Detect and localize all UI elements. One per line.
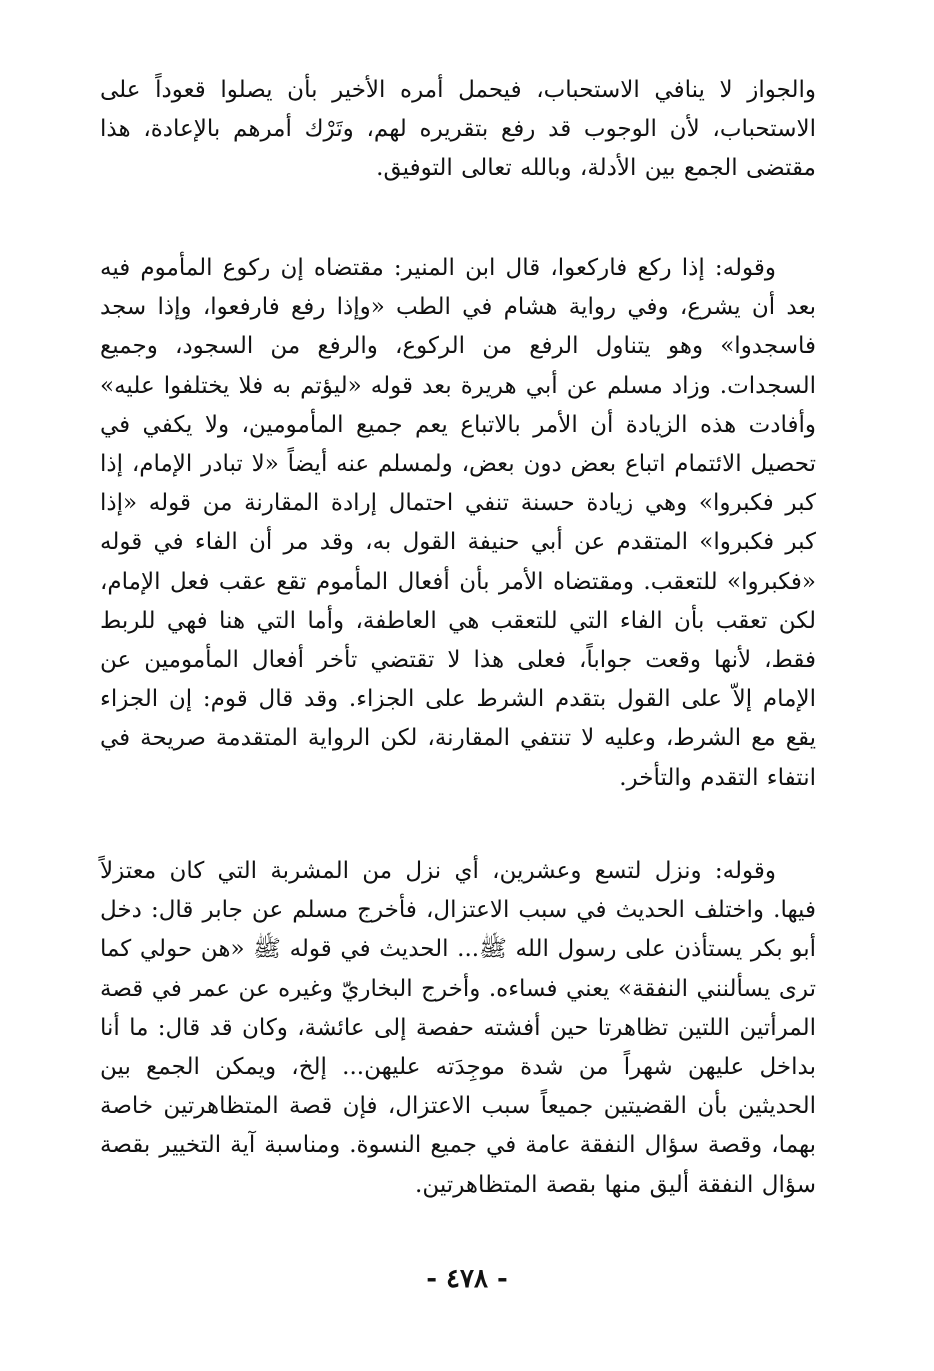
paragraph-3-text: وقوله: ونزل لتسع وعشرين، أي نزل من المشربة التي كان معتزلاً فيها. واختلف الحديث في سبب الاعتزال، فأخرج مسلم عن جابر قال: دخل أبو بكر يستأذن على رسول الله ﷺ... الحديث في قوله ﷺ «هن حولي كما ترى يسألنني النفقة» يعني فساءه. وأخرج البخاريّ وغيره عن عمر في قصة المرأتين اللتين تظاهرتا حين أفشته حفصة إلى عائشة، وكان قد قال: ما أنا بداخل عليهن شهراً من شدة موجِدَته عليهن... إلخ، ويمكن الجمع بين الحديثين بأن القضيتين جميعاً سبب الاعتزال، فإن قصة المتظاهرتين خاصة بهما، وقصة سؤال النفقة عامة في جميع النسوة. ومناسبة آية التخيير بقصة سؤال النفقة أليق منها بقصة المتظاهرتين.	[100, 858, 816, 1198]
page-number: - ٤٧٨ -	[426, 1264, 508, 1294]
paragraph-2	[100, 249, 816, 798]
paragraph-1	[100, 71, 816, 189]
paragraph-2-text: وقوله: إذا ركع فاركعوا، قال ابن المنير: مقتضاه إن ركوع المأموم فيه بعد أن يشرع، وفي رواية هشام في الطب «وإذا رفع فارفعوا، وإذا سجد فاسجدوا» وهو يتناول الرفع من الركوع، والرفع من السجود، وجميع السجدات. وزاد مسلم عن أبي هريرة بعد قوله «ليؤتم به فلا يختلفوا عليه» وأفادت هذه الزيادة أن الأمر بالاتباع يعم جميع المأمومين، ولا يكفي في تحصيل الائتمام اتباع بعض دون بعض، ولمسلم عنه أيضاً «لا تبادر الإمام، إذا كبر فكبروا» وهي زيادة حسنة تنفي احتمال إرادة المقارنة من قوله «إذا كبر فكبروا» المتقدم عن أبي حنيفة القول به، وقد مر أن الفاء في قوله «فكبروا» للتعقب. ومقتضاه الأمر بأن أفعال المأموم تقع عقب فعل الإمام، لكن تعقب بأن الفاء التي للتعقب هي العاطفة، وأما التي هنا فهي للربط فقط، لأنها وقعت جواباً، فعلى هذا لا تقتضي تأخر أفعال المأمومين عن الإمام إلاّ على القول بتقدم الشرط على الجزاء. وقد قال قوم: إن الجزاء يقع مع الشرط، وعليه لا تنتفي المقارنة، لكن الرواية المتقدمة صريحة في انتفاء التقدم والتأخر.	[100, 255, 816, 791]
paragraph-3	[100, 852, 816, 1205]
paragraph-1-text: والجواز لا ينافي الاستحباب، فيحمل أمره الأخير بأن يصلوا قعوداً على الاستحباب، لأن الوجوب قد رفع بتقريره لهم، وتَرْك أمرهم بالإعادة، هذا مقتضى الجمع بين الأدلة، وبالله تعالى التوفيق.	[100, 77, 816, 182]
